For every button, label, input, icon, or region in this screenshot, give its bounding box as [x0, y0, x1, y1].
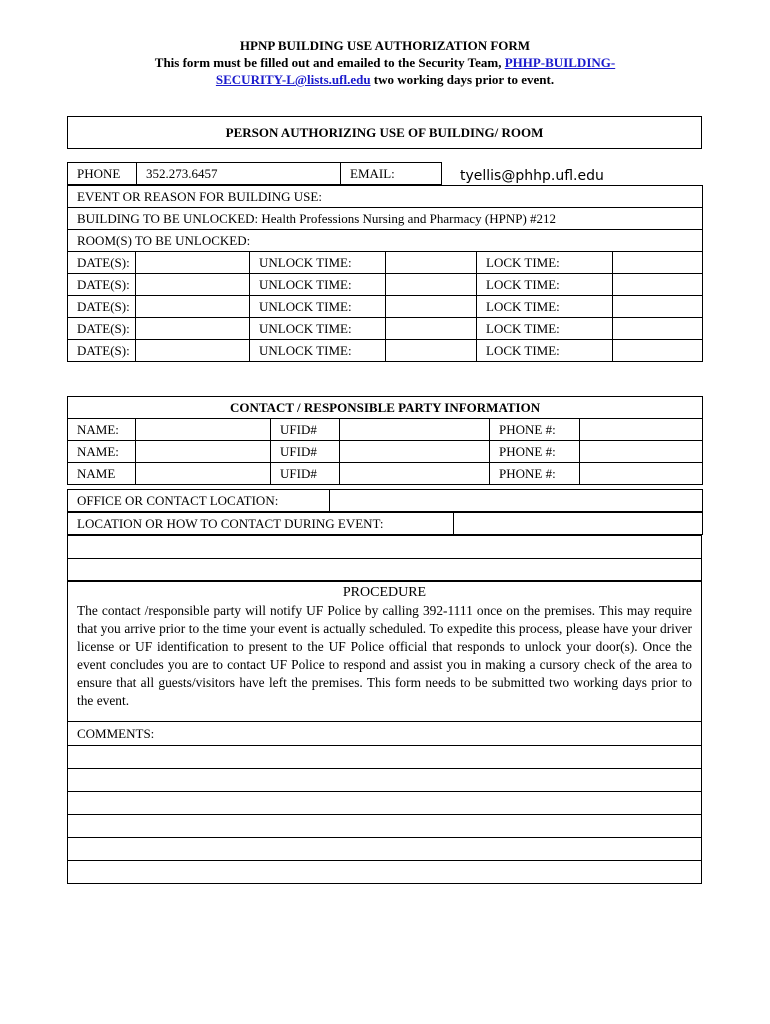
comment-line-input[interactable]	[68, 792, 702, 815]
name-label: NAME:	[68, 419, 136, 441]
phone-email-row	[67, 162, 442, 185]
date-row	[68, 340, 703, 362]
during-event-label: LOCATION OR HOW TO CONTACT DURING EVENT:	[68, 513, 454, 535]
unlock-time-input[interactable]	[386, 340, 477, 362]
authorizer-heading: PERSON AUTHORIZING USE OF BUILDING/ ROOM	[67, 116, 702, 149]
instructions-prefix: This form must be filled out and emailed to the Security Team,	[154, 55, 505, 70]
during-event-input[interactable]	[454, 513, 703, 535]
date-row	[68, 318, 703, 340]
instructions-suffix: two working days prior to event.	[370, 72, 555, 87]
instructions-line-2	[0, 71, 770, 88]
blank-lines	[67, 535, 702, 582]
comments-label: COMMENTS:	[68, 722, 702, 746]
lock-time-label: LOCK TIME:	[477, 340, 613, 362]
date-row	[68, 296, 703, 318]
phone-value[interactable]: 352.273.6457	[137, 163, 341, 185]
name-input[interactable]	[136, 419, 271, 441]
date-label: DATE(S):	[68, 274, 136, 296]
date-input[interactable]	[136, 296, 250, 318]
comment-line-input[interactable]	[68, 861, 702, 884]
date-label: DATE(S):	[68, 340, 136, 362]
unlock-time-label: UNLOCK TIME:	[250, 318, 386, 340]
ufid-input[interactable]	[340, 463, 490, 485]
procedure-section	[67, 580, 702, 722]
lock-time-input[interactable]	[613, 274, 703, 296]
authorizer-table	[67, 185, 703, 362]
comment-line-input[interactable]	[68, 769, 702, 792]
email-value[interactable]: tyellis@phhp.ufl.edu	[460, 168, 604, 184]
date-input[interactable]	[136, 318, 250, 340]
contact-phone-input[interactable]	[580, 419, 703, 441]
name-label: NAME	[68, 463, 136, 485]
form-header	[0, 37, 770, 88]
comment-line-input[interactable]	[68, 838, 702, 861]
date-input[interactable]	[136, 252, 250, 274]
unlock-time-label: UNLOCK TIME:	[250, 340, 386, 362]
office-location-label: OFFICE OR CONTACT LOCATION:	[68, 490, 330, 512]
comments-table	[67, 721, 702, 884]
date-label: DATE(S):	[68, 318, 136, 340]
ufid-label: UFID#	[271, 441, 340, 463]
comment-line-input[interactable]	[68, 815, 702, 838]
ufid-label: UFID#	[271, 463, 340, 485]
building-field: BUILDING TO BE UNLOCKED: Health Professions Nursing and Pharmacy (HPNP) #212	[68, 208, 703, 230]
date-row	[68, 252, 703, 274]
name-input[interactable]	[136, 463, 271, 485]
contact-phone-input[interactable]	[580, 463, 703, 485]
contact-phone-label: PHONE #:	[490, 419, 580, 441]
unlock-time-label: UNLOCK TIME:	[250, 252, 386, 274]
unlock-time-input[interactable]	[386, 296, 477, 318]
contact-phone-label: PHONE #:	[490, 441, 580, 463]
unlock-time-label: UNLOCK TIME:	[250, 274, 386, 296]
contact-row	[68, 441, 703, 463]
date-row	[68, 274, 703, 296]
ufid-label: UFID#	[271, 419, 340, 441]
lock-time-label: LOCK TIME:	[477, 252, 613, 274]
name-label: NAME:	[68, 441, 136, 463]
lock-time-input[interactable]	[613, 318, 703, 340]
date-label: DATE(S):	[68, 296, 136, 318]
during-event-row	[67, 512, 703, 535]
contact-phone-input[interactable]	[580, 441, 703, 463]
email-label: EMAIL:	[341, 163, 442, 185]
unlock-time-input[interactable]	[386, 252, 477, 274]
lock-time-input[interactable]	[613, 296, 703, 318]
instructions-line	[0, 54, 770, 71]
lock-time-input[interactable]	[613, 252, 703, 274]
lock-time-label: LOCK TIME:	[477, 318, 613, 340]
lock-time-label: LOCK TIME:	[477, 296, 613, 318]
contact-phone-label: PHONE #:	[490, 463, 580, 485]
blank-line-input[interactable]	[68, 536, 702, 559]
name-input[interactable]	[136, 441, 271, 463]
form-title: HPNP BUILDING USE AUTHORIZATION FORM	[239, 38, 531, 53]
lock-time-label: LOCK TIME:	[477, 274, 613, 296]
ufid-input[interactable]	[340, 441, 490, 463]
security-email-link-part1[interactable]: PHHP-BUILDING-	[504, 55, 616, 70]
blank-line-input[interactable]	[68, 559, 702, 582]
unlock-time-label: UNLOCK TIME:	[250, 296, 386, 318]
lock-time-input[interactable]	[613, 340, 703, 362]
security-email-link-part2[interactable]: SECURITY-L@lists.ufl.edu	[215, 72, 371, 87]
event-reason-field[interactable]: EVENT OR REASON FOR BUILDING USE:	[68, 186, 703, 208]
contact-row	[68, 463, 703, 485]
contact-row	[68, 419, 703, 441]
date-label: DATE(S):	[68, 252, 136, 274]
procedure-text: The contact /responsible party will notify UF Police by calling 392-1111 once on the premises. This may require that you arrive prior to the time your event is actually scheduled. To expedite this process, please have your driver license or UF identification to present to the UF Police official that responds to unlock your door(s). Once the event concludes you are to contact UF Police to respond and assist you in making a cursory check of the area to ensure that all guests/visitors have left the premises. This form needs to be submitted two working days prior to the event.	[77, 603, 692, 708]
comment-line-input[interactable]	[68, 746, 702, 769]
procedure-title: PROCEDURE	[342, 585, 427, 600]
unlock-time-input[interactable]	[386, 318, 477, 340]
office-location-input[interactable]	[330, 490, 703, 512]
rooms-field[interactable]: ROOM(S) TO BE UNLOCKED:	[68, 230, 703, 252]
date-input[interactable]	[136, 274, 250, 296]
contact-heading: CONTACT / RESPONSIBLE PARTY INFORMATION	[68, 397, 703, 419]
contact-table	[67, 396, 703, 485]
office-location-row	[67, 489, 703, 512]
phone-label: PHONE	[68, 163, 137, 185]
unlock-time-input[interactable]	[386, 274, 477, 296]
date-input[interactable]	[136, 340, 250, 362]
ufid-input[interactable]	[340, 419, 490, 441]
